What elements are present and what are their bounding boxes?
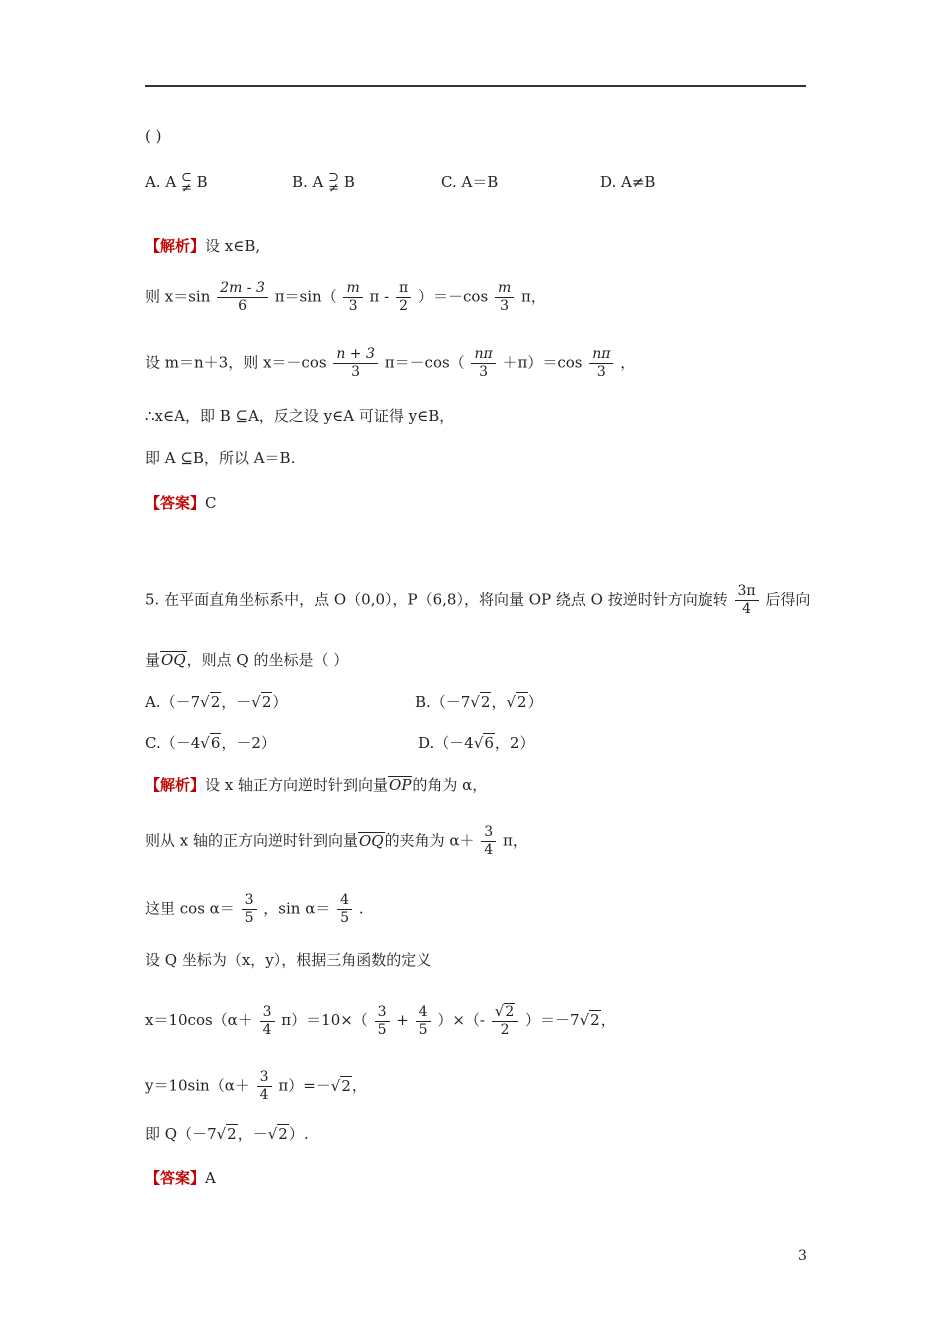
q5-solution-line2: 则从 x 轴的正方向逆时针到向量OQ的夹角为 α＋ $\frac{3}{4}$ π， bbox=[145, 824, 528, 858]
q4-solution-line2: 设 m＝n＋3，则 x＝－cos $\frac{n + 3}{3}$ π＝－cos（ $\frac{n\pi}{3}$ ＋π）＝cos $\frac{n\pi}{3}$ ， bbox=[145, 346, 636, 380]
page-number: 3 bbox=[798, 1248, 807, 1264]
analysis-tag: 【解析】 bbox=[145, 237, 206, 255]
q4-solution-line1: 则 x＝sin $\frac{2m - 3}{6}$ π＝sin（ $\frac{m}{3}$ π - $\frac{\pi}{2}$ ）＝－cos $\frac{m}{3}$ π， bbox=[145, 280, 546, 314]
option-c: C. A＝B bbox=[441, 173, 499, 191]
q4-answer: 【答案】C bbox=[145, 494, 217, 512]
header-rule bbox=[145, 85, 806, 87]
option-d: D.（－4√6，2） bbox=[418, 734, 535, 752]
q5-stem-line2: 量OQ，则点 Q 的坐标是（ ） bbox=[145, 651, 349, 669]
q5-options-row1 bbox=[145, 692, 806, 714]
analysis-tag: 【解析】 bbox=[145, 776, 206, 794]
q4-solution-line3: ∴x∈A，即 B ⊆A，反之设 y∈A 可证得 y∈B， bbox=[145, 407, 455, 425]
q5-solution-line1: 【解析】设 x 轴正方向逆时针到向量OP的角为 α， bbox=[145, 776, 488, 794]
option-b: B.（－7√2，√2） bbox=[415, 693, 543, 711]
option-c: C.（－4√6，－2） bbox=[145, 734, 276, 752]
q4-solution-intro: 【解析】设 x∈B, bbox=[145, 237, 261, 255]
option-a: A. A ⊂ ≠ B bbox=[145, 170, 208, 196]
q5-stem-line1: 5. 在平面直角坐标系中，点 O（0,0），P（6,8），将向量 OP 绕点 O 按逆时针方向旋转 $\frac{3\pi}{4}$ 后得向 bbox=[145, 583, 811, 617]
answer-tag: 【答案】 bbox=[145, 1169, 206, 1187]
option-a: A.（－7√2，－√2） bbox=[145, 693, 288, 711]
q5-solution-line7: 即 Q（－7√2，－√2）. bbox=[145, 1125, 309, 1143]
q5-options-row2 bbox=[145, 733, 806, 755]
answer-tag: 【答案】 bbox=[145, 494, 206, 512]
q5-solution-line5: x＝10cos（α＋ $\frac{3}{4}$ π）＝10×（ $\frac{3}{5}$ + $\frac{4}{5}$ ）×（- $\frac{√2}{2}$ ）＝－7√2， bbox=[145, 1002, 616, 1038]
option-d: D. A≠B bbox=[600, 173, 656, 191]
q4-solution-line4: 即 A ⊆B，所以 A＝B. bbox=[145, 449, 296, 467]
answer-bracket: ( ) bbox=[145, 127, 162, 145]
q5-solution-line4: 设 Q 坐标为（x，y），根据三角函数的定义 bbox=[145, 951, 432, 969]
option-b: B. A ⊃ ≠ B bbox=[292, 170, 355, 196]
q5-solution-line6: y＝10sin（α＋ $\frac{3}{4}$ π）=－√2， bbox=[145, 1069, 367, 1103]
q5-solution-line3: 这里 cos α＝ $\frac{3}{5}$ ，sin α＝ $\frac{4}{5}$ . bbox=[145, 892, 364, 926]
q5-answer: 【答案】A bbox=[145, 1169, 216, 1187]
